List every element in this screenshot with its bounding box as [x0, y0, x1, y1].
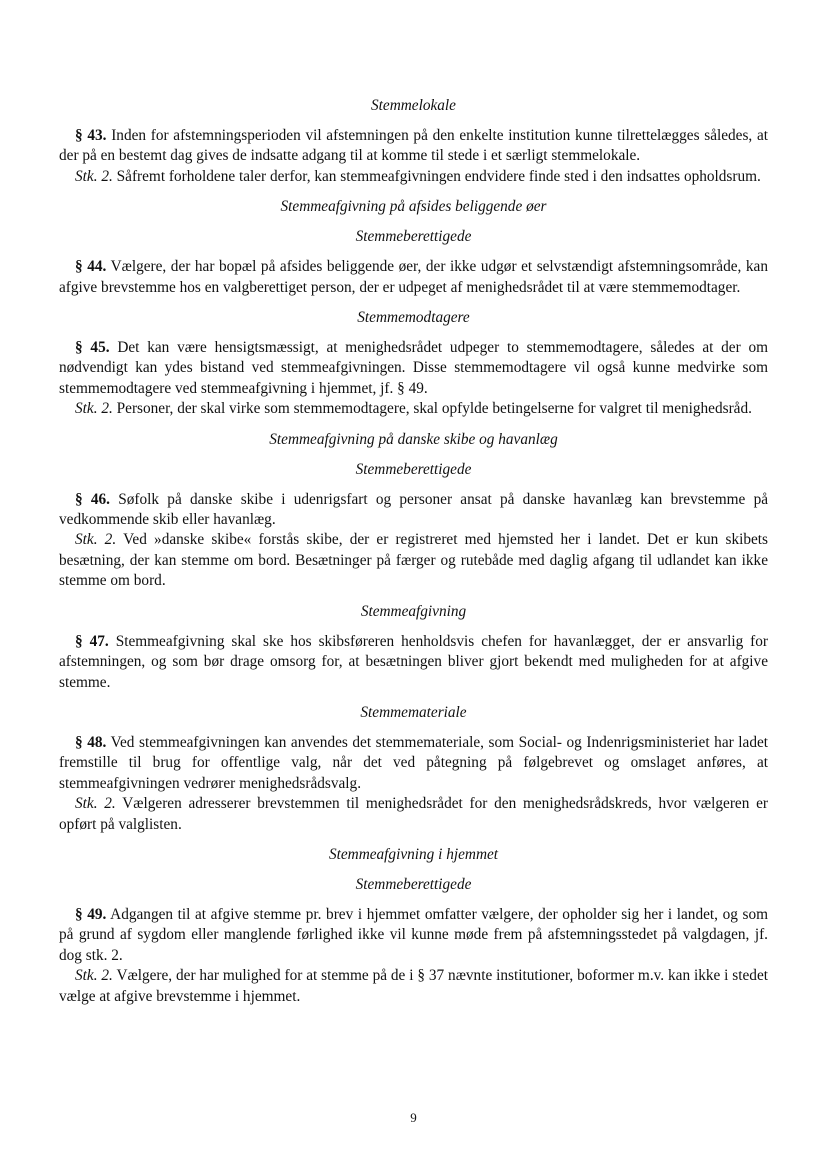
subsection-label: Stk. 2. [75, 167, 113, 185]
paragraph-46 [59, 490, 768, 531]
subsection-label: Stk. 2. [75, 400, 113, 418]
heading-stemmemateriale: Stemmemateriale [360, 703, 467, 721]
paragraph-number: § 48. [75, 733, 107, 751]
subsection-43-2 [59, 167, 768, 187]
subsection-49-2 [59, 966, 768, 1007]
subsection-text: Vælgeren adresserer brevstemmen til menighedsrådet for den menighedsrådskreds, hvor vælgeren er opført på valglisten. [59, 795, 768, 833]
heading-ship-voting: Stemmeafgivning på danske skibe og havanlæg [269, 430, 558, 448]
heading-island-voting: Stemmeafgivning på afsides beliggende øer [280, 198, 547, 216]
paragraph-45 [59, 338, 768, 399]
paragraph-number: § 45. [75, 339, 110, 357]
paragraph-47 [59, 632, 768, 693]
paragraph-48 [59, 733, 768, 794]
subsection-label: Stk. 2. [75, 531, 117, 549]
paragraph-text: Ved stemmeafgivningen kan anvendes det stemmemateriale, som Social- og Indenrigsministeriet har ladet fremstille til brug for offentlige valg, når det ved påtegning på følgebrevet og omslaget anføres, at stemmeafgivningen vedrører menighedsrådsvalg. [59, 733, 769, 792]
subsection-46-2 [59, 530, 768, 591]
subsection-text: Såfremt forholdene taler derfor, kan stemmeafgivningen endvidere finde sted i den indsattes opholdsrum. [116, 167, 761, 185]
paragraph-43 [59, 126, 768, 167]
paragraph-text: Vælgere, der har bopæl på afsides beliggende øer, der ikke udgør et selvstændigt afstemningsområde, kan afgive brevstemme hos en valgberettiget person, der er udpeget af menighedsrådet til at være stemmemodtager. [59, 258, 768, 296]
paragraph-49 [59, 905, 768, 966]
page-number: 9 [410, 1110, 417, 1125]
subsection-label: Stk. 2. [75, 967, 113, 985]
subsection-text: Vælgere, der har mulighed for at stemme på de i § 37 nævnte institutioner, boformer m.v. kan ikke i stedet vælge at afgive brevstemme i hjemmet. [59, 967, 768, 1005]
subheading-eligible-voters: Stemmeberettigede [355, 875, 472, 893]
subsection-text: Personer, der skal virke som stemmemodtagere, skal opfylde betingelserne for valgret til menighedsråd. [116, 400, 752, 418]
paragraph-number: § 47. [75, 632, 109, 650]
heading-home-voting: Stemmeafgivning i hjemmet [328, 845, 499, 863]
paragraph-text: Stemmeafgivning skal ske hos skibsføreren henholdsvis chefen for havanlægget, der er ansvarlig for afstemningen, og som bør drage omsorg for, at besætningen bliver gjort bekendt med muligheden for at afgive stemme. [59, 632, 769, 691]
subsection-label: Stk. 2. [75, 795, 116, 813]
paragraph-number: § 49. [75, 905, 107, 923]
heading-stemmelokale: Stemmelokale [371, 97, 456, 114]
paragraph-44 [59, 257, 768, 298]
paragraph-text: Adgangen til at afgive stemme pr. brev i hjemmet omfatter vælgere, der opholder sig her i landet, og som på grund af sygdom eller manglende førlighed ikke vil kunne møde frem på afstemningsstedet på valgdagen, jf. dog stk. 2. [59, 905, 768, 964]
paragraph-number: § 44. [75, 258, 107, 276]
subheading-eligible-voters: Stemmeberettigede [355, 460, 472, 478]
paragraph-text: Det kan være hensigtsmæssigt, at menighedsrådet udpeger to stemmemodtagere, således at der om nødvendigt kan ydes bistand ved stemmeafgivningen. Disse stemmemodtagere vil også kunne medvirke som stemmemodtagere ved stemmeafgivning i hjemmet, jf. § 49. [59, 339, 769, 397]
document-body [59, 96, 768, 1007]
paragraph-number: § 43. [75, 127, 107, 144]
heading-stemmeafgivning: Stemmeafgivning [360, 602, 467, 620]
heading-stemmemodtagere: Stemmemodtagere [357, 309, 470, 327]
paragraph-text: Inden for afstemningsperioden vil afstemningen på den enkelte institution kunne tilrettelægges således, at der på en bestemt dag gives de indsatte adgang til at komme til stede i et særligt stemmelokale. [59, 127, 768, 165]
subsection-text: Ved »danske skibe« forstås skibe, der er registreret med hjemsted her i landet. Det er kun skibets besætning, der kan stemme om bord. Besætninger på færger og rutebåde med daglig afgang til udlandet kan ikke stemme om bord. [59, 531, 768, 590]
subsection-45-2 [59, 399, 768, 419]
subsection-48-2 [59, 794, 768, 835]
subheading-eligible-voters: Stemmeberettigede [355, 228, 472, 246]
paragraph-number: § 46. [75, 490, 111, 508]
paragraph-text: Søfolk på danske skibe i udenrigsfart og personer ansat på danske havanlæg kan brevstemme på vedkommende skib eller havanlæg. [59, 490, 769, 529]
